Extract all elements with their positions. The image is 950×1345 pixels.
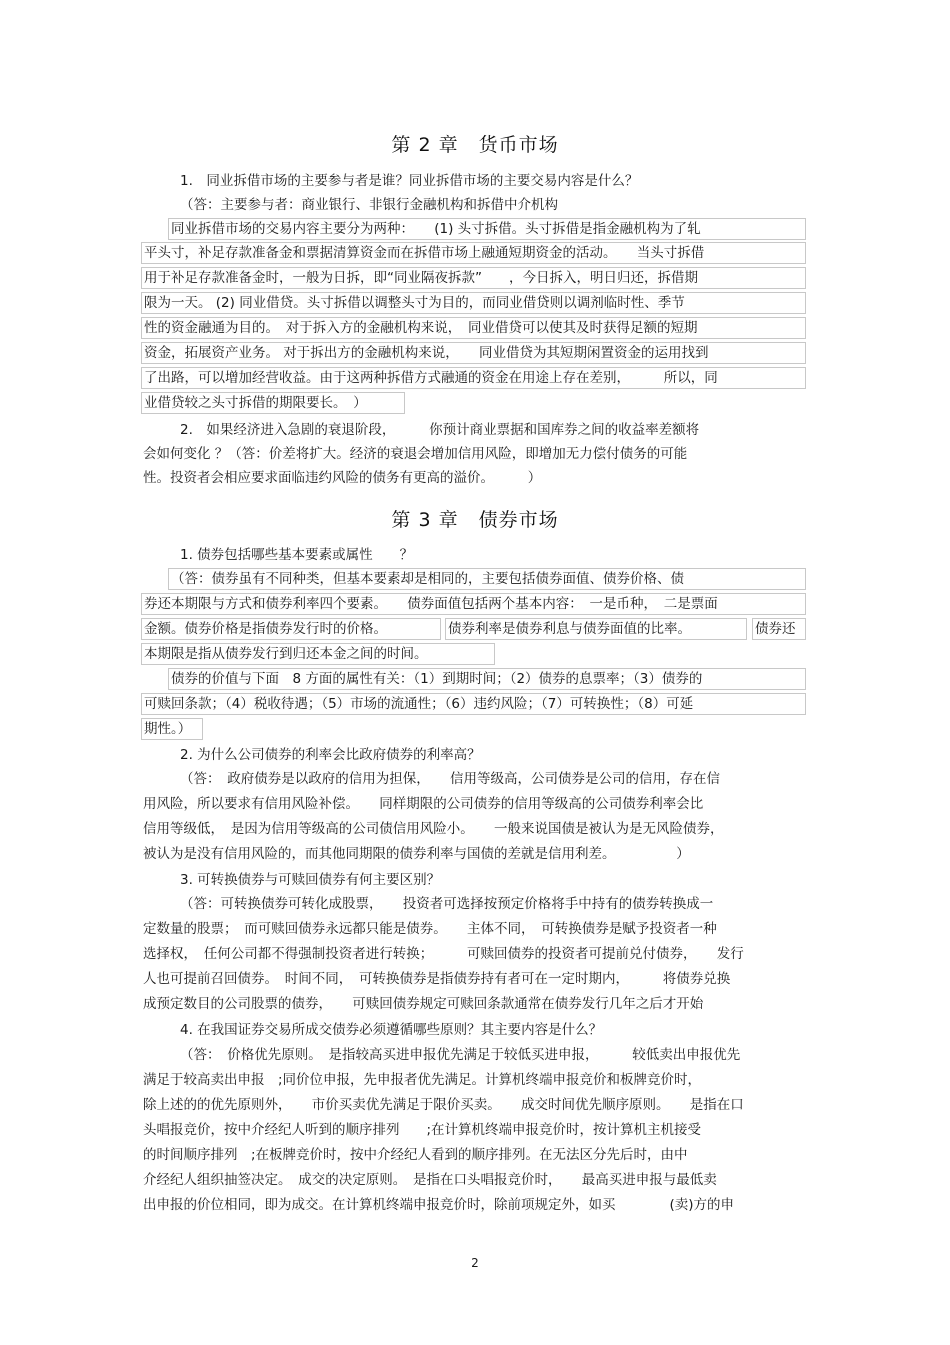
- page-number: 2: [471, 1256, 479, 1270]
- answer-line: 债券的价值与下面 8 方面的属性有关：（1）到期时间；（2）债券的息票率；（3）债券的: [168, 668, 806, 690]
- answer-line: 平头寸，补足存款准备金和票据清算资金而在拆借市场上融通短期资金的活动。 当头寸拆借: [141, 242, 806, 264]
- answer-line: 用风险，所以要求有信用风险补偿。 同样期限的公司债券的信用等级高的公司债券利率会比: [143, 796, 704, 812]
- answer-line: 性。投资者会相应要求面临违约风险的债务有更高的溢价。 ）: [143, 470, 542, 486]
- answer-line: 资金，拓展资产业务。 对于拆出方的金融机构来说， 同业借贷为其短期闲置资金的运用找到: [141, 342, 806, 364]
- answer-line: 满足于较高卖出申报 ;同价位申报，先申报者优先满足。计算机终端申报竞价和板牌竞价时，: [143, 1072, 702, 1088]
- answer-line: （答：债券虽有不同种类，但基本要素却是相同的，主要包括债券面值、债券价格、债: [168, 568, 806, 590]
- chapter-2-title: 第 2 章 货币市场: [391, 134, 559, 156]
- answer-line: 人也可提前召回债券。 时间不同， 可转换债券是指债券持有者可在一定时期内， 将债券兑换: [143, 971, 731, 987]
- answer-line: 成预定数目的公司股票的债券， 可赎回债券规定可赎回条款通常在债券发行几年之后才开始: [143, 996, 704, 1012]
- answer-line: 性的资金融通为目的。 对于拆入方的金融机构来说， 同业借贷可以使其及时获得足额的短期: [141, 317, 806, 339]
- question-text: 2. 为什么公司债券的利率会比政府债券的利率高？: [180, 747, 481, 763]
- question-text: 3. 可转换债券与可赎回债券有何主要区别？: [180, 872, 441, 888]
- answer-line: 期性。）: [141, 718, 203, 740]
- answer-line: 介经纪人组织抽签决定。 成交的决定原则。 是指在口头唱报竞价时， 最高买进申报与最低卖: [143, 1172, 717, 1188]
- answer-line: 了出路，可以增加经营收益。由于这两种拆借方式融通的资金在用途上存在差别， 所以，同: [141, 367, 806, 389]
- answer-line: 用于补足存款准备金时，一般为日拆，即“同业隔夜拆款” ，今日拆入，明日归还，拆借期: [141, 267, 806, 289]
- answer-line: （答：可转换债券可转化成股票， 投资者可选择按预定价格将手中持有的债券转换成一: [180, 896, 714, 912]
- chapter-3-title: 第 3 章 债券市场: [391, 509, 559, 531]
- answer-line: 金额。债券价格是指债券发行时的价格。: [141, 618, 441, 640]
- answer-line: 出申报的价位相同，即为成交。在计算机终端申报竞价时，除前项规定外，如买 (卖)方的申: [143, 1197, 735, 1213]
- answer-line: 被认为是没有信用风险的，而其他同期限的债券利率与国债的差就是信用利差。 ）: [143, 846, 690, 862]
- answer-line: 本期限是指从债券发行到归还本金之间的时间。: [141, 643, 495, 665]
- answer-line: 会如何变化 ？（答：价差将扩大。经济的衰退会增加信用风险，即增加无力偿付债务的可能: [143, 446, 688, 462]
- answer-line: （答：主要参与者：商业银行、非银行金融机构和拆借中介机构: [180, 197, 558, 213]
- answer-line: 可赎回条款；（4）税收待遇；（5）市场的流通性；（6）违约风险；（7）可转换性；（8）可延: [141, 693, 806, 715]
- question-text: 4. 在我国证券交易所成交债券必须遵循哪些原则？其主要内容是什么？: [180, 1022, 603, 1038]
- answer-line: （答： 价格优先原则。 是指较高买进申报优先满足于较低买进申报， 较低卖出申报优先: [180, 1047, 741, 1063]
- answer-line: 的时间顺序排列 ;在板牌竞价时，按中介经纪人看到的顺序排列。在无法区分先后时，由中: [143, 1147, 688, 1163]
- answer-line: 限为一天。 (2) 同业借贷。头寸拆借以调整头寸为目的，而同业借贷则以调剂临时性、季节: [141, 292, 806, 314]
- answer-line: 债券利率是债券利息与债券面值的比率。: [445, 618, 747, 640]
- answer-line: 头唱报竞价，按中介经纪人听到的顺序排列 ;在计算机终端申报竞价时，按计算机主机接受: [143, 1122, 702, 1138]
- question-text: 1. 同业拆借市场的主要参与者是谁？同业拆借市场的主要交易内容是什么？: [180, 173, 639, 189]
- answer-line: 券还本期限与方式和债券利率四个要素。 债券面值包括两个基本内容： 一是币种， 二是票面: [141, 593, 806, 615]
- answer-line: 除上述的的优先原则外， 市价买卖优先满足于限价买卖。 成交时间优先顺序原则。 是指在口: [143, 1097, 744, 1113]
- answer-line: 业借贷较之头寸拆借的期限要长。 ）: [141, 392, 405, 414]
- answer-line: 债券还: [752, 618, 806, 640]
- answer-line: 信用等级低， 是因为信用等级高的公司债信用风险小。 一般来说国债是被认为是无风险债券，: [143, 821, 724, 837]
- question-text: 2. 如果经济进入急剧的衰退阶段， 你预计商业票据和国库券之间的收益率差额将: [180, 422, 700, 438]
- answer-line: （答： 政府债券是以政府的信用为担保， 信用等级高，公司债券是公司的信用，存在信: [180, 771, 720, 787]
- answer-line: 选择权， 任何公司都不得强制投资者进行转换； 可赎回债券的投资者可提前兑付债券， 发行: [143, 946, 744, 962]
- answer-line: 定数量的股票； 而可赎回债券永远都只能是债券。 主体不同， 可转换债券是赋予投资者一种: [143, 921, 717, 937]
- question-text: 1. 债券包括哪些基本要素或属性 ？: [180, 547, 414, 563]
- answer-line: 同业拆借市场的交易内容主要分为两种： (1) 头寸拆借。头寸拆借是指金融机构为了轧: [168, 218, 806, 240]
